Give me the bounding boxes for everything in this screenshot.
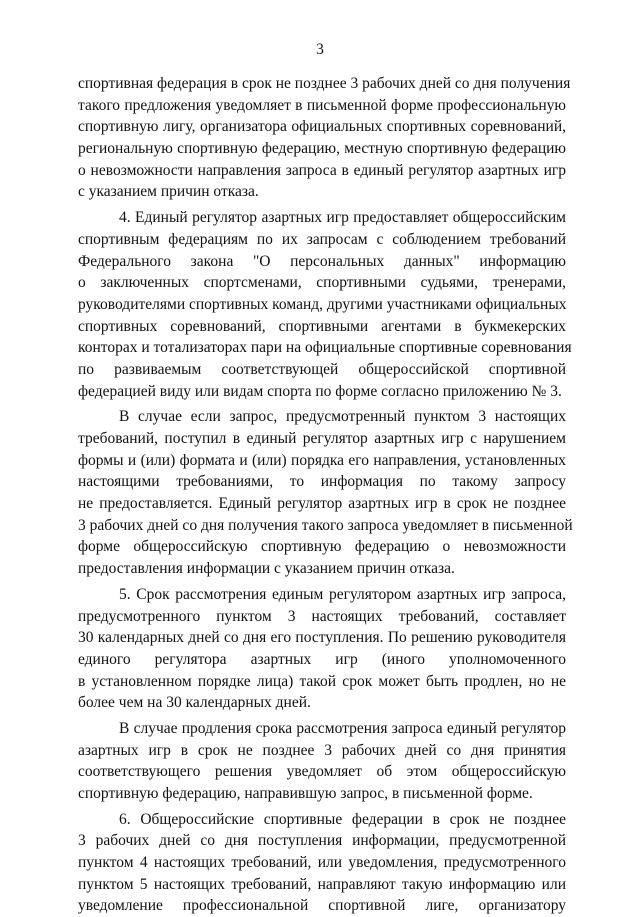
document-body [78, 73, 573, 917]
text-line: спортивных соревнований, спортивными агентами в букмекерских [78, 317, 566, 335]
text-line: руководителями спортивных команд, другими участниками официальных [78, 295, 567, 313]
text-line: азартных игр в срок не позднее 3 рабочих дней со дня принятия [78, 741, 566, 759]
text-line: 5. Срок рассмотрения единым регулятором азартных игр запроса, [119, 585, 566, 603]
text-line: 3 рабочих дней со дня поступления информации, предусмотренной [78, 832, 566, 850]
text-line: спортивную лигу, организатора официальных спортивных соревнований, [78, 118, 566, 136]
text-line: не предоставляется. Единый регулятор азартных игр в срок не позднее [78, 495, 566, 513]
text-line: 4. Единый регулятор азартных игр предоставляет общероссийским [119, 209, 566, 227]
text-line: В случае если запрос, предусмотренный пунктом 3 настоящих [119, 408, 566, 426]
text-line: по развиваемым соответствующей общероссийской спортивной [78, 360, 566, 378]
text-line: федерацией виду или видам спорта по форме согласно приложению № 3. [78, 382, 562, 400]
text-line: пунктом 4 настоящих требований, или уведомления, предусмотренного [78, 854, 566, 872]
text-line: пунктом 5 настоящих требований, направляют такую информацию или [78, 875, 566, 893]
text-line: спортивным федерациям по их запросам с соблюдением требований [78, 230, 566, 248]
text-line: с указанием причин отказа. [78, 183, 259, 201]
text-line: уведомление профессиональной спортивной лиге, организатору [78, 897, 566, 915]
text-line: 6. Общероссийские спортивные федерации в срок не позднее [119, 810, 566, 828]
text-line: соответствующего решения уведомляет об этом общероссийскую [78, 763, 566, 781]
text-line: спортивная федерация в срок не позднее 3 рабочих дней со дня получения [78, 75, 571, 92]
text-line: настоящими требованиями, то информация по такому запросу [78, 473, 566, 491]
text-line: конторах и тотализаторах пари на официальные спортивные соревнования [78, 339, 572, 357]
text-line: о невозможности направления запроса в единый регулятор азартных игр [78, 161, 566, 179]
page-number: 3 [316, 41, 324, 58]
text-line: более чем на 30 календарных дней. [78, 694, 311, 712]
text-line: спортивную федерацию, направившую запрос, в письменной форме. [78, 785, 533, 802]
text-line: предоставления информации с указанием причин отказа. [78, 560, 455, 578]
text-line: формы и (или) формата и (или) порядка его направления, установленных [78, 451, 566, 469]
text-line: В случае продления срока рассмотрения запроса единый регулятор [119, 719, 566, 737]
text-line: единого регулятора азартных игр (иного уполномоченного [78, 650, 566, 668]
text-line: о заключенных спортсменами, спортивными судьями, тренерами, [78, 274, 566, 292]
text-line: региональную спортивную федерацию, местную спортивную федерацию [78, 140, 566, 158]
text-line: 30 календарных дней со дня его поступления. По решению руководителя [78, 629, 566, 647]
text-line: такого предложения уведомляет в письменной форме профессиональную [78, 96, 566, 114]
text-line: Федерального закона "О персональных данных" информацию [78, 252, 566, 270]
text-line: форме общероссийскую спортивную федерацию о невозможности [78, 538, 566, 556]
text-line: предусмотренного пунктом 3 настоящих требований, составляет [78, 607, 566, 625]
text-line: 3 рабочих дней со дня получения такого запроса уведомляет в письменной [78, 516, 573, 534]
text-line: требований, поступил в единый регулятор азартных игр с нарушением [78, 430, 566, 447]
text-line: в установленном порядке лица) такой срок может быть продлен, но не [78, 672, 566, 690]
